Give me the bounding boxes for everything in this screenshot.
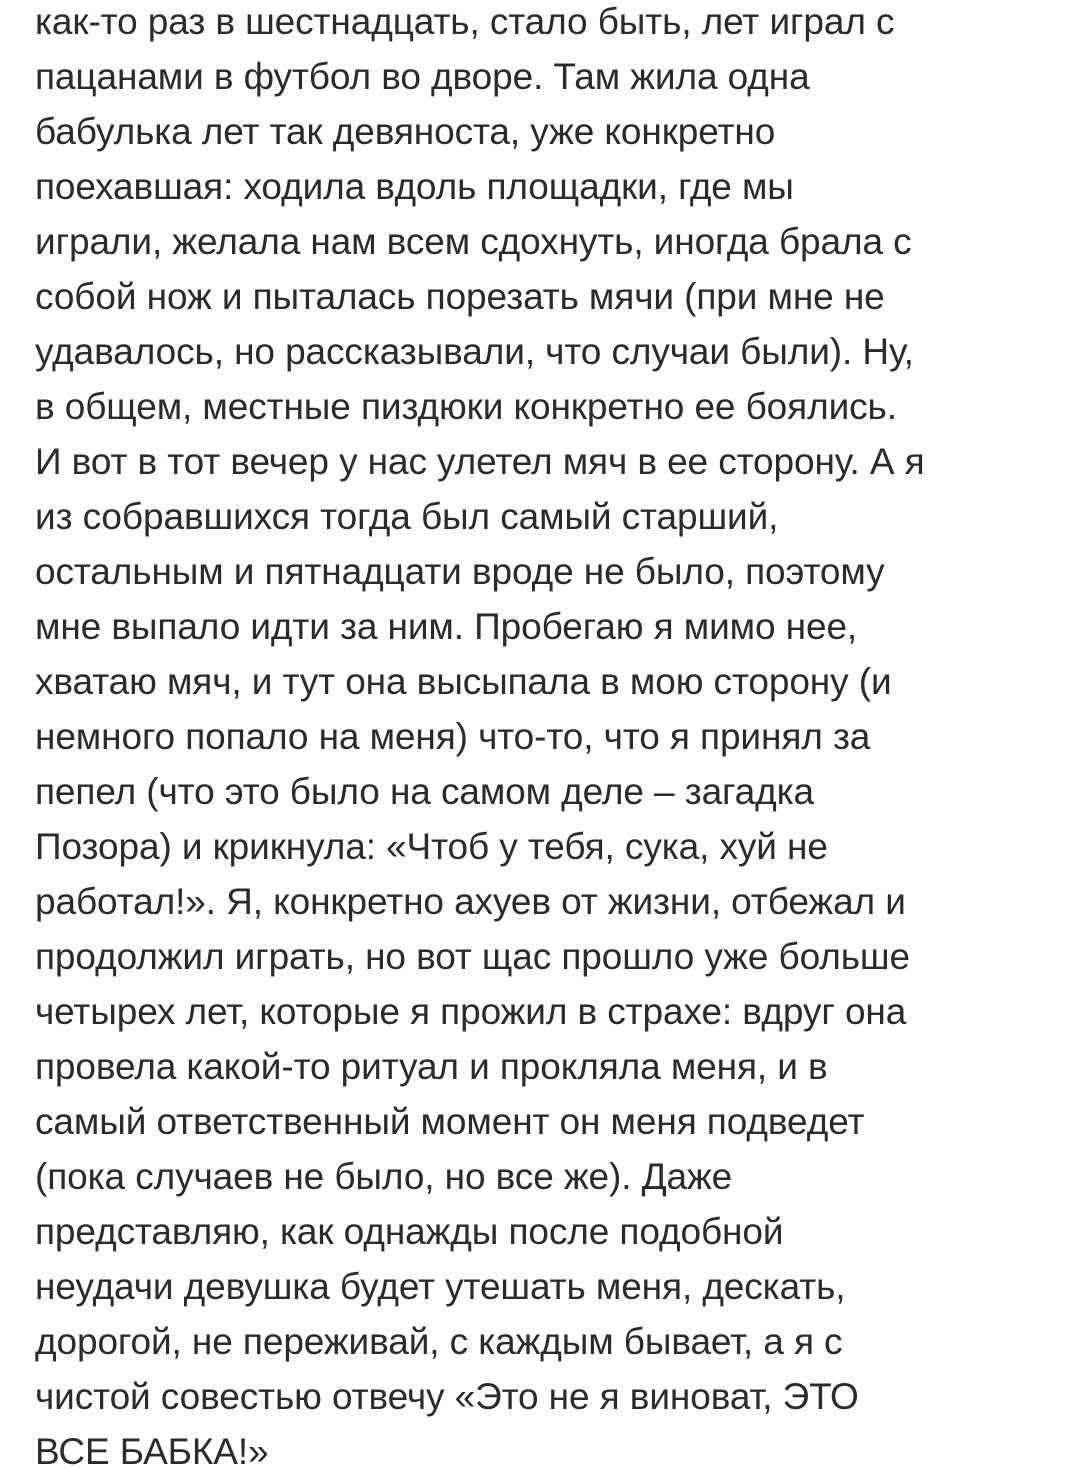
text-line: продолжил играть, но вот щас прошло уже больше: [35, 936, 910, 977]
text-line: дорогой, не переживай, с каждым бывает, а я с: [35, 1321, 843, 1362]
post-body: [35, 0, 1055, 1468]
text-line: играли, желала нам всем сдохнуть, иногда брала с: [35, 221, 912, 262]
text-line: неудачи девушка будет утешать меня, дескать,: [35, 1266, 846, 1307]
text-line: представляю, как однажды после подобной: [35, 1211, 784, 1252]
text-line: работал!». Я, конкретно ахуев от жизни, отбежал и: [35, 881, 906, 922]
post-text: [35, 0, 1055, 1468]
text-line: поехавшая: ходила вдоль площадки, где мы: [35, 166, 794, 207]
text-line: ВСЕ БАБКА!»: [35, 1431, 269, 1468]
text-line: в общем, местные пиздюки конкретно ее боялись.: [35, 386, 897, 427]
text-line: И вот в тот вечер у нас улетел мяч в ее сторону. А я: [35, 441, 925, 482]
text-line: как-то раз в шестнадцать, стало быть, лет играл с: [35, 1, 895, 42]
text-line: четырех лет, которые я прожил в страхе: вдруг она: [35, 991, 907, 1032]
text-line: (пока случаев не было, но все же). Даже: [35, 1156, 733, 1197]
text-line: пепел (что это было на самом деле – загадка: [35, 771, 814, 812]
text-line: хватаю мяч, и тут она высыпала в мою сторону (и: [35, 661, 892, 702]
text-line: из собравшихся тогда был самый старший,: [35, 496, 779, 537]
text-line: самый ответственный момент он меня подведет: [35, 1101, 865, 1142]
text-line: провела какой-то ритуал и прокляла меня, и в: [35, 1046, 828, 1087]
text-line: бабулька лет так девяноста, уже конкретно: [35, 111, 776, 152]
text-line: удавалось, но рассказывали, что случаи были). Ну,: [35, 331, 914, 372]
text-line: остальным и пятнадцати вроде не было, поэтому: [35, 551, 885, 592]
text-line: чистой совестью отвечу «Это не я виноват, ЭТО: [35, 1376, 859, 1417]
text-line: мне выпало идти за ним. Пробегаю я мимо нее,: [35, 606, 858, 647]
text-line: немного попало на меня) что-то, что я принял за: [35, 716, 871, 757]
text-line: собой нож и пыталась порезать мячи (при мне не: [35, 276, 885, 317]
text-line: пацанами в футбол во дворе. Там жила одна: [35, 56, 810, 97]
text-line: Позора) и крикнула: «Чтоб у тебя, сука, хуй не: [35, 826, 828, 867]
